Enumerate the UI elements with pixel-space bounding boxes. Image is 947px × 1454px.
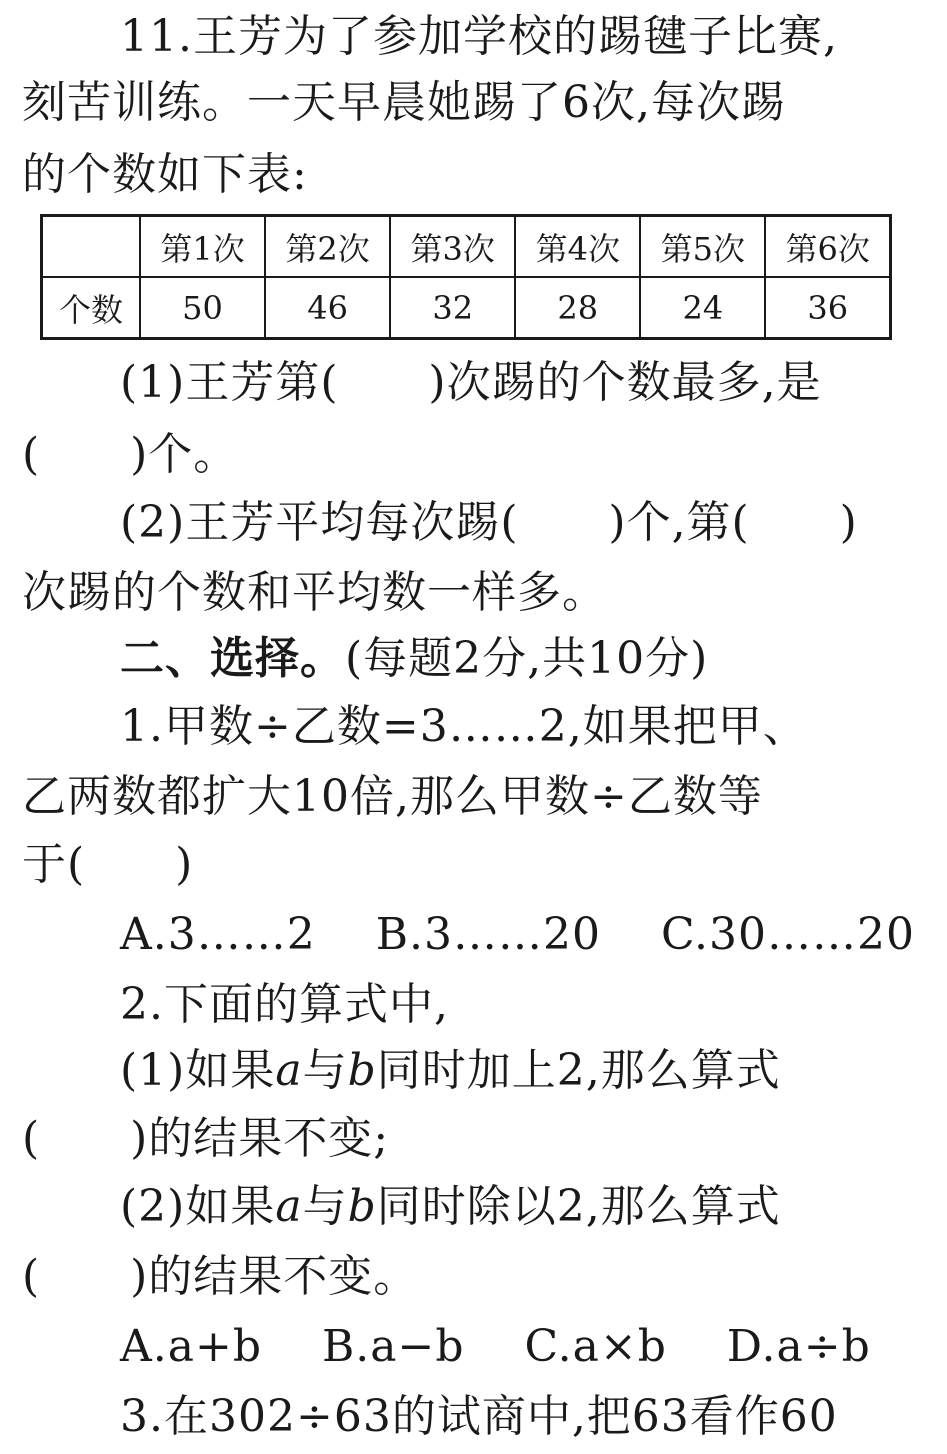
- choice-1-options: A.3……2 B.3……20 C.30……20: [120, 909, 916, 960]
- choice-2-sub-1-line-2: ( )的结果不变;: [22, 1113, 390, 1164]
- table-row: [42, 277, 891, 339]
- table-cell: 46: [265, 277, 390, 339]
- choice-2-sub-2-line-2: ( )的结果不变。: [22, 1251, 419, 1302]
- problem-11-line-1: 11.王芳为了参加学校的踢毽子比赛,: [120, 11, 838, 62]
- var-a: a: [275, 1045, 303, 1096]
- section-2-note: (每题2分,共10分): [345, 633, 709, 684]
- text-run: 同时除以2,那么算式: [376, 1181, 781, 1232]
- kick-count-table: [40, 214, 892, 340]
- choice-2-sub-1-line-1: [120, 1040, 947, 1102]
- text-run: 同时加上2,那么算式: [376, 1045, 781, 1096]
- question-2-line-1: (2)王芳平均每次踢( )个,第( ): [120, 497, 858, 548]
- question-2-line-2: 次踢的个数和平均数一样多。: [22, 567, 607, 618]
- table-header-cell: 第5次: [640, 216, 765, 278]
- table-header-row: [42, 216, 891, 278]
- choice-2-line-1: 2.下面的算式中,: [120, 979, 449, 1030]
- choice-1-line-1: 1.甲数÷乙数=3……2,如果把甲、: [120, 701, 808, 752]
- table-header-cell: 第3次: [390, 216, 515, 278]
- var-b: b: [347, 1045, 377, 1096]
- table-header-cell: 第2次: [265, 216, 390, 278]
- choice-2-sub-2-line-1: [120, 1176, 947, 1238]
- section-2-heading: [120, 628, 947, 690]
- var-b: b: [347, 1181, 377, 1232]
- question-1-line-2: ( )个。: [22, 429, 239, 480]
- text-run: 与: [302, 1181, 348, 1232]
- question-1-line-1: (1)王芳第( )次踢的个数最多,是: [120, 357, 822, 408]
- table-header-cell: 第1次: [140, 216, 265, 278]
- text-run: (1)如果: [120, 1045, 276, 1096]
- text-run: 与: [302, 1045, 348, 1096]
- table-cell: 50: [140, 277, 265, 339]
- problem-11-line-2: 刻苦训练。一天早晨她踢了6次,每次踢: [22, 77, 786, 128]
- var-a: a: [275, 1181, 303, 1232]
- text-run: (2)如果: [120, 1181, 276, 1232]
- table-header-blank: [42, 216, 141, 278]
- table-cell: 24: [640, 277, 765, 339]
- table-row-label: 个数: [42, 277, 141, 339]
- table-cell: 28: [515, 277, 640, 339]
- table-header-cell: 第6次: [765, 216, 890, 278]
- choice-1-line-3: 于( ): [22, 839, 194, 890]
- choice-1-line-2: 乙两数都扩大10倍,那么甲数÷乙数等: [22, 771, 763, 822]
- table-cell: 32: [390, 277, 515, 339]
- table-cell: 36: [765, 277, 890, 339]
- choice-3-line-1: 3.在302÷63的试商中,把63看作60: [120, 1391, 838, 1442]
- choice-2-options: A.a+b B.a−b C.a×b D.a÷b: [120, 1321, 871, 1372]
- problem-11-line-3: 的个数如下表:: [22, 149, 308, 200]
- section-2-title: 二、选择。: [120, 633, 345, 684]
- table-header-cell: 第4次: [515, 216, 640, 278]
